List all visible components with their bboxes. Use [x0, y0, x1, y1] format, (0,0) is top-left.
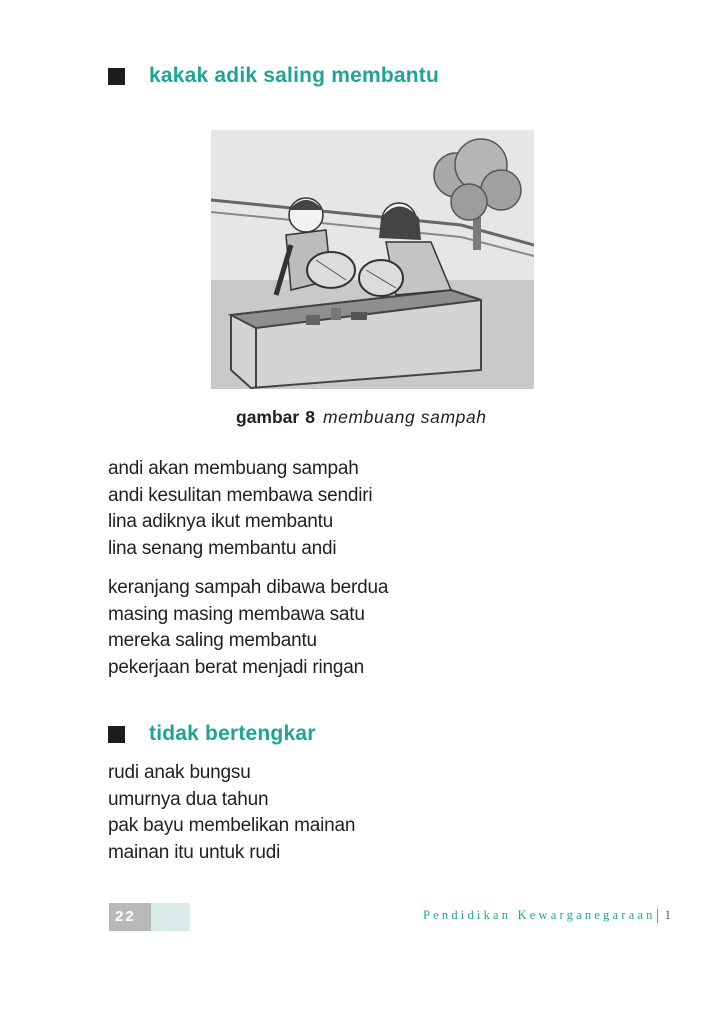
stanza-line: andi kesulitan membawa sendiri [108, 484, 373, 506]
square-bullet-icon [108, 68, 125, 85]
footer-separator [657, 909, 658, 923]
stanza-1 [108, 456, 372, 562]
stanza-3 [108, 760, 355, 866]
heading-text: tidak bertengkar [149, 722, 316, 745]
stanza-2 [108, 575, 388, 681]
page-number: 22 [109, 903, 151, 931]
stanza-line: lina adiknya ikut membantu [108, 511, 334, 532]
stanza-line: masing masing membawa satu [108, 603, 365, 625]
illustration-throwing-trash [211, 130, 534, 389]
square-bullet-icon [108, 726, 125, 743]
stanza-line: keranjang sampah dibawa berdua [108, 577, 389, 598]
section-heading-kakak-adik [108, 64, 439, 88]
stanza-line: mainan itu untuk rudi [108, 841, 281, 863]
figure-caption [236, 407, 487, 428]
page-number-strip [151, 903, 190, 931]
stanza-line: umurnya dua tahun [108, 788, 269, 810]
stanza-line: pekerjaan berat menjadi ringan [108, 656, 364, 678]
figure-number: 8 [305, 407, 315, 427]
figure-caption-text: membuang sampah [322, 407, 487, 427]
figure-label: gambar [236, 407, 300, 427]
book-title: Pendidikan Kewarganegaraan [423, 908, 656, 922]
stanza-line: rudi anak bungsu [108, 762, 251, 783]
stanza-line: mereka saling membantu [108, 630, 317, 651]
book-volume: 1 [664, 908, 675, 922]
stanza-line: lina senang membantu andi [108, 537, 337, 559]
stanza-line: pak bayu membelikan mainan [108, 815, 356, 836]
section-heading-tidak-bertengkar [108, 722, 316, 746]
stanza-line: andi akan membuang sampah [108, 458, 359, 479]
footer-book-title [423, 908, 674, 923]
heading-text: kakak adik saling membantu [149, 64, 439, 87]
